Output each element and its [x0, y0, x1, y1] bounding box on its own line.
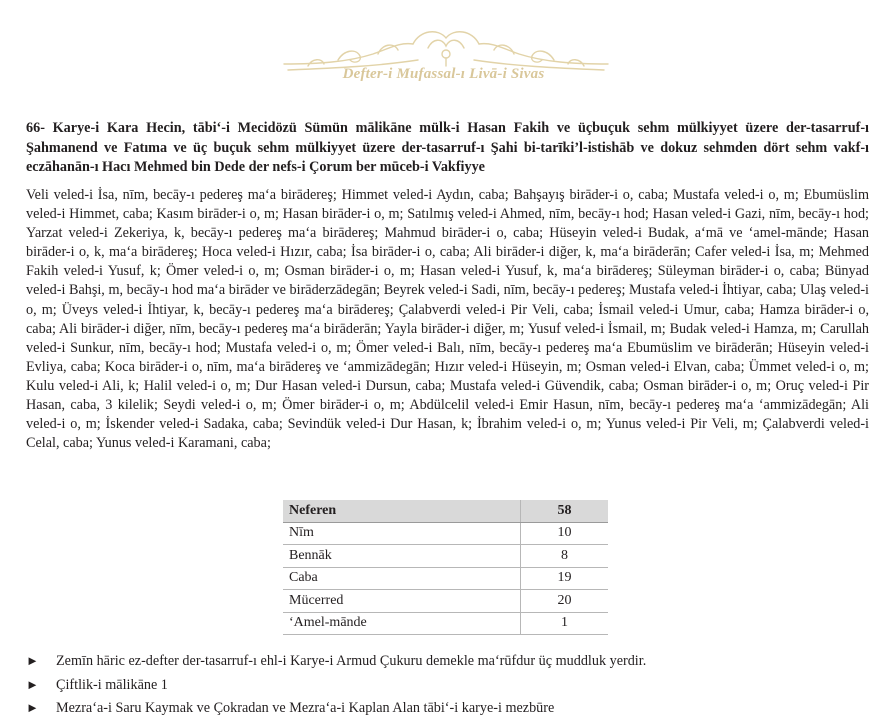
note-text: Çiftlik-i mālikāne 1 [56, 676, 168, 693]
list-item [26, 651, 869, 675]
row-value: 1 [521, 612, 609, 635]
header-title: Defter-i Mufassal-ı Livā-i Sivas [342, 66, 545, 82]
table-row [283, 522, 608, 545]
row-value: 10 [521, 522, 609, 545]
list-item [26, 675, 869, 699]
entry-body: Veli veled-i İsa, nīm, becāy-ı pedereş ma‘a birādereş; Himmet veled-i Aydın, caba; Bahşayış birāder-i o, caba; Mustafa veled-i o, m; Ebumüslim veled-i Himmet, caba; Kasım birāder-i o, m; Hasan birāder-i o, m; Satılmış veled-i Ahmed, nīm, becāy-ı hod; Hasan veled-i Gazi, nīm, becāy-ı hod; Yarzat veled-i Zekeriya, k, becāy-ı pedereş ma‘a birādereş; Mahmud birāder-i o, caba; Hüseyin veled-i Budak, a‘mā ve ‘amel-mānde; Hasan birāder-i o, k, ma‘a birādereş; Hoca veled-i Hızır, caba; İsa birāder-i o, caba; Ali birāder-i diğer, k, ma‘a birāderān; Cafer veled-i İsa, m; Mehmed Fakih veled-i Yusuf, k; Ömer veled-i o, m; Osman birāder-i o, m; Hasan veled-i Yusuf, k, ma‘a birādereş; Süleyman birāder-i o, caba; Bünyad veled-i Bahşi, m, becāy-ı hod ma‘a birāder ve birāderzādegān; Beyrek veled-i Sadi, nīm, becāy-ı pedereş; Mustafa veled-i İhtiyar, caba; Ulaş veled-i o, m; Üveys veled-i İhtiyar, k, becāy-ı pedereş ma‘a birādereş; Çalabverdi veled-i Pir Veli, caba; İsmail veled-i Umur, caba; Hamza birāder-i o, caba; Ali birāder-i diğer, nīm, becāy-ı pedereş ma‘a birāderān; Yayla birāder-i diğer, m; Yusuf veled-i İsmail, m; Budak veled-i Hamza, m; Carullah veled-i Sunkur, nīm, becāy-ı hod; Mustafa veled-i o, m; Ömer veled-i Balı, nīm, becāy-ı pedereş ma‘a Ebumüslim ve birāderān; Hüseyin veled-i Evliya, caba; Koca birāder-i o, nīm, ma‘a birādereş ve ‘ammizādegān; Hızır veled-i Hüseyin, m; Osman veled-i Elvan, caba; Ümmet veled-i o, m; Kulu veled-i Ali, k; Halil veled-i o, m; Dur Hasan veled-i Dursun, caba; Mustafa veled-i Güvendik, caba; Osman birāder-i o, m; Oruç veled-i Pir Hasan, caba, 3 kilelik; Seydi veled-i o, m; Ömer birāder-i o, m; Abdülcelil veled-i Emir Hasun, nīm, becāy-ı pedereş ma‘a ‘ammizādegān; Ali veled-i o, m; İskender veled-i Sadaka, caba; Sevindük veled-i Dur Hasan, k; İbrahim veled-i o, m; Yunus veled-i Pir Veli, m; Çalabverdi veled-i Celal, caba; Yunus veled-i Karamani, caba; [26, 187, 869, 452]
table-row [283, 567, 608, 590]
table-header-row [283, 500, 608, 522]
note-text: Zemīn hāric ez-defter der-tasarruf-ı ehl-i Karye-i Armud Çukuru demekle ma‘rūfdur üç muddluk yerdir. [56, 653, 647, 669]
table-header-value: 58 [521, 500, 609, 522]
note-text: Mezra‘a-i Saru Kaymak ve Çokradan ve Mezra‘a-i Kaplan Alan tābi‘-i karye-i mezbūre [56, 700, 555, 716]
table-row [283, 612, 608, 635]
page-header [0, 0, 887, 110]
tally-table [283, 500, 608, 635]
table-row [283, 545, 608, 568]
table-row [283, 590, 608, 613]
table-header-label: Neferen [283, 500, 521, 522]
notes-list [26, 651, 869, 722]
triangle-bullet-icon: ► [26, 653, 39, 668]
row-value: 19 [521, 567, 609, 590]
row-label: Mücerred [283, 590, 521, 613]
row-label: Nīm [283, 522, 521, 545]
row-label: Bennāk [283, 545, 521, 568]
row-label: Caba [283, 567, 521, 590]
row-value: 8 [521, 545, 609, 568]
row-value: 20 [521, 590, 609, 613]
triangle-bullet-icon: ► [26, 676, 39, 692]
triangle-bullet-icon: ► [26, 700, 39, 715]
row-label: ‘Amel-mānde [283, 612, 521, 635]
list-item [26, 698, 869, 722]
entry-heading: 66- Karye-i Kara Hecin, tābi‘-i Mecidözü Sümün mālikāne mülk-i Hasan Fakih ve üçbuçuk sehm mülkiyyet üzere der-tasarruf-ı Şahmanend ve Fatıma ve üç buçuk sehm mülkiyyet üzere der-tasarruf-ı Şahi bi-tarīki’l-istishāb ve dokuz sehmden dört sehm vakf-ı eczāhanān-ı Hacı Mehmed bin Dede der nefs-i Çorum ber mūceb-i Vakfiyye [26, 120, 869, 175]
